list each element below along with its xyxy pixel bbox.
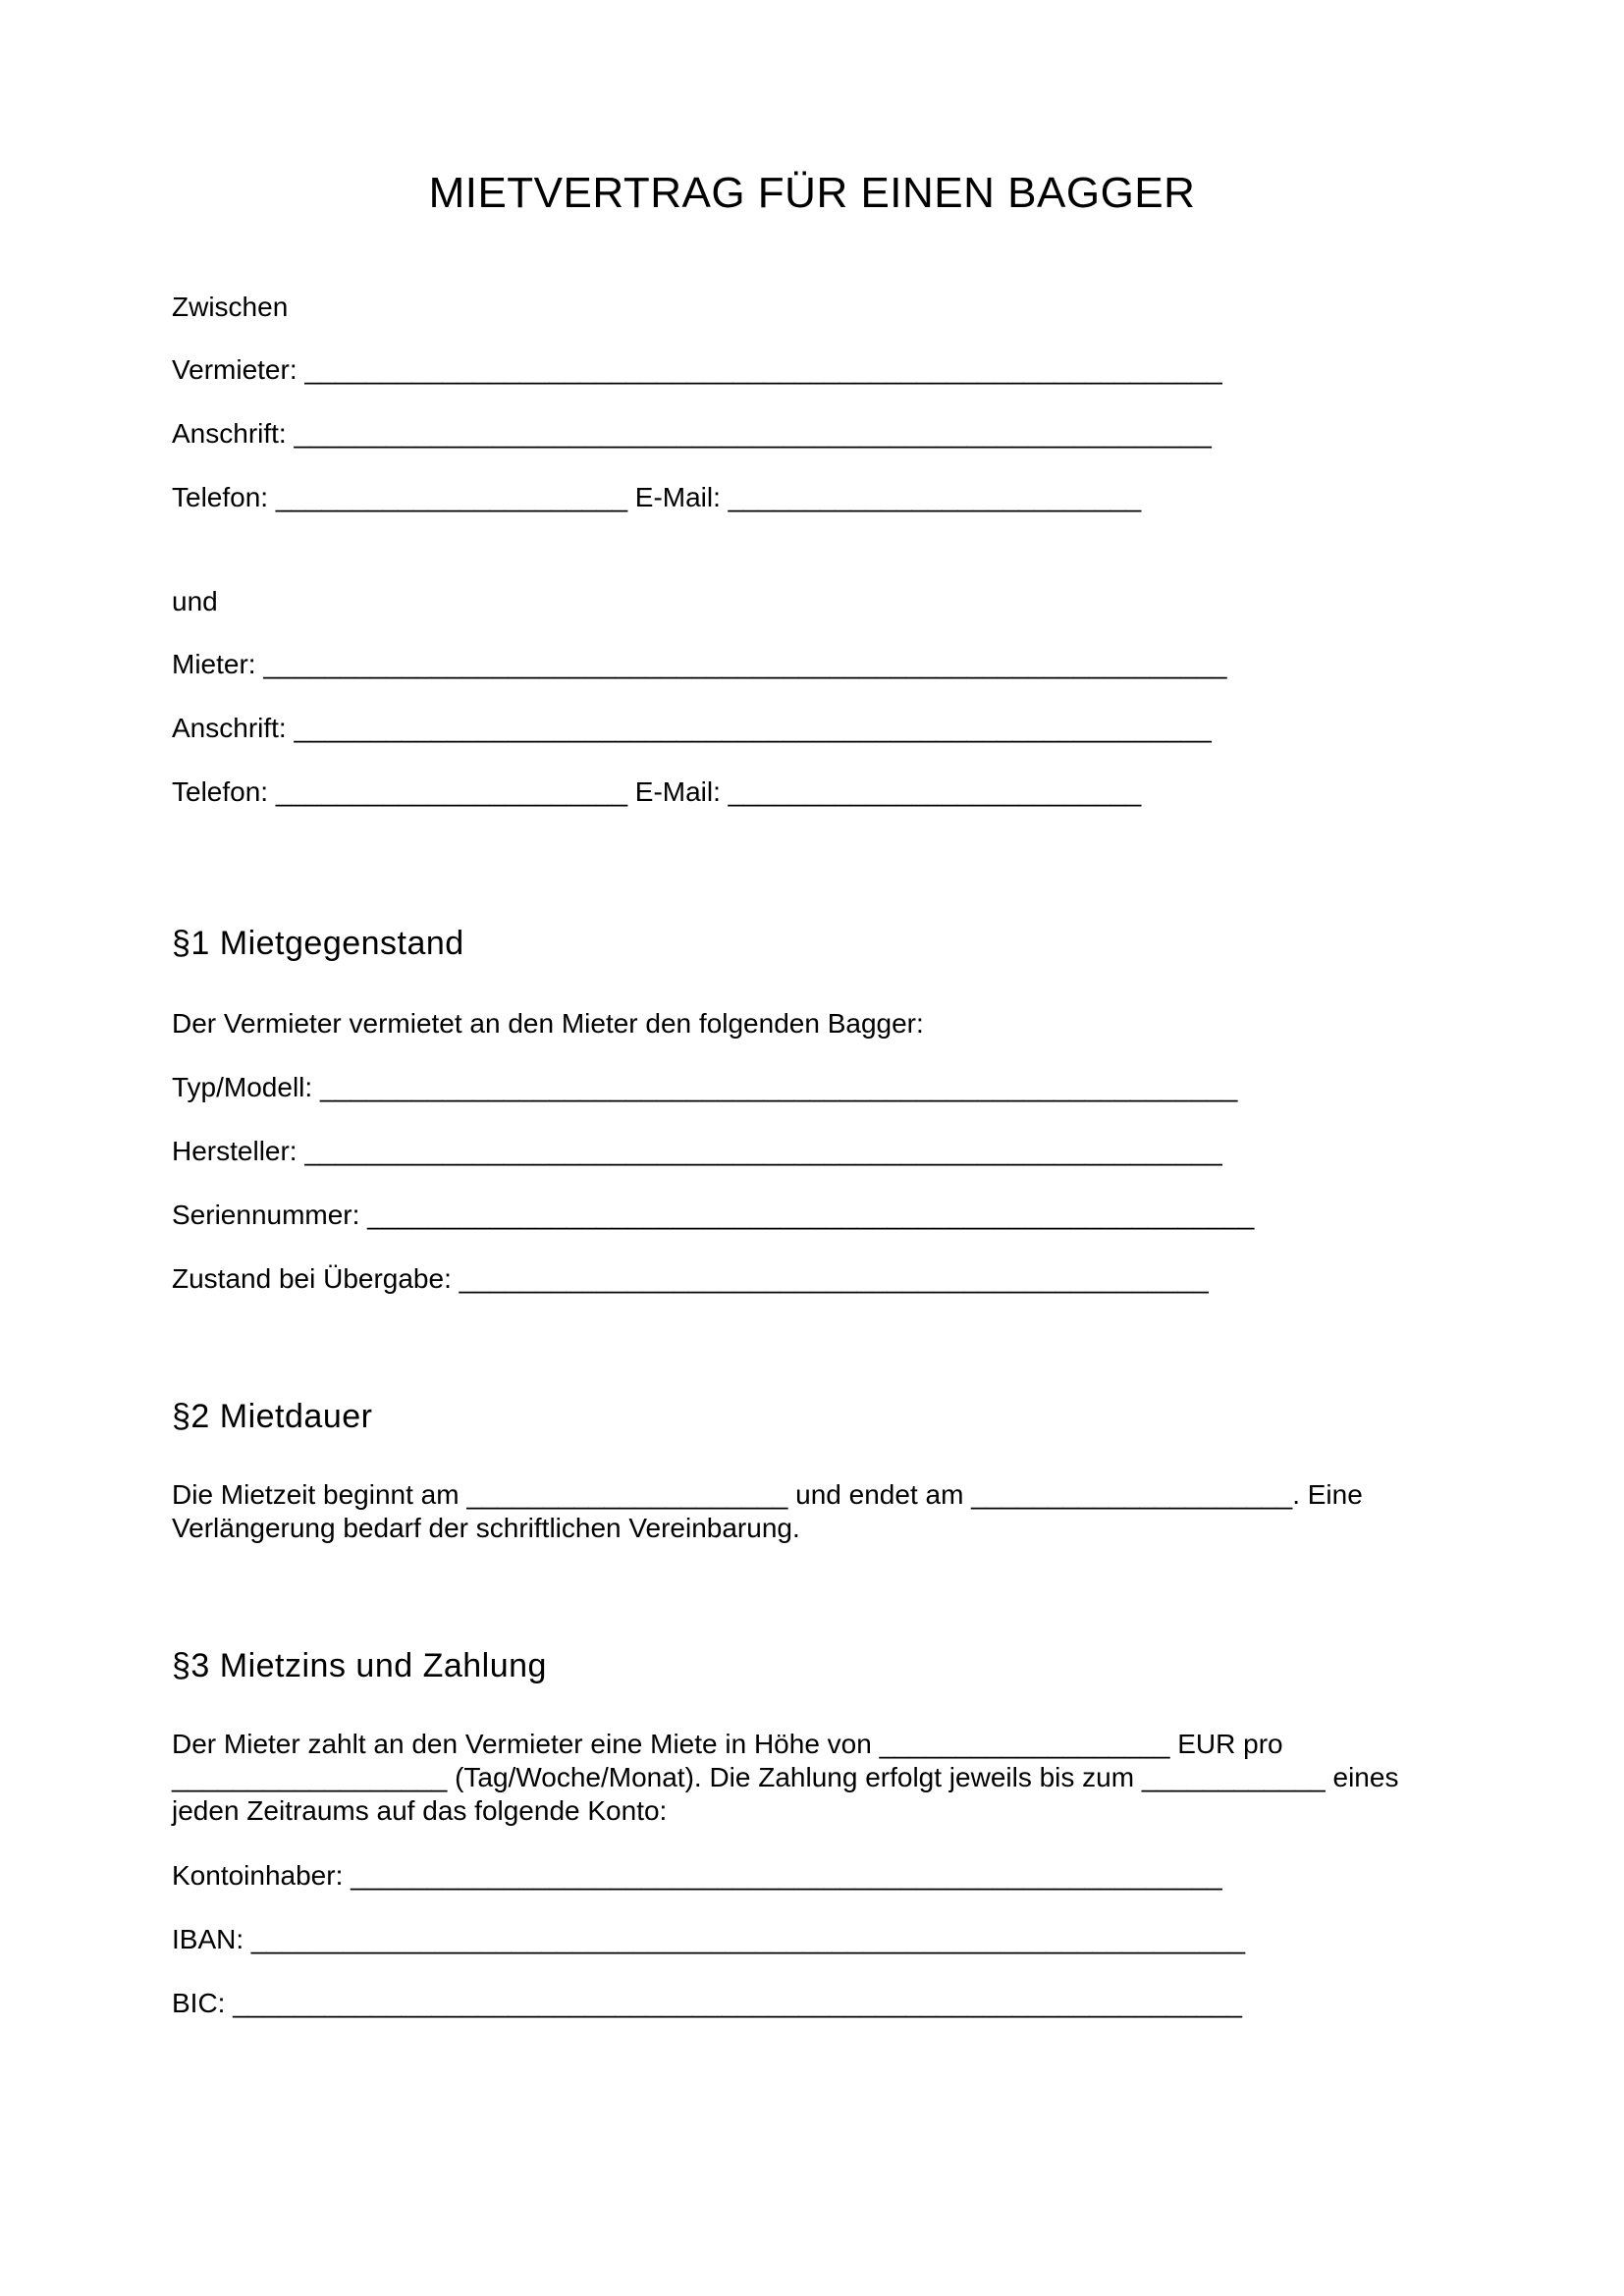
condition-field[interactable]: Zustand bei Übergabe: _________________________________________________	[172, 1263, 1209, 1294]
document-title: MIETVERTRAG FÜR EINEN BAGGER	[428, 169, 1196, 217]
type-model-field[interactable]: Typ/Modell: ____________________________________________________________	[172, 1072, 1238, 1102]
and-label: und	[172, 586, 218, 616]
tenant-address-field[interactable]: Anschrift: ____________________________________________________________	[172, 713, 1212, 743]
manufacturer-field[interactable]: Hersteller: ____________________________________________________________	[172, 1136, 1222, 1166]
section-3-heading: §3 Mietzins und Zahlung	[172, 1647, 547, 1684]
bic-field[interactable]: BIC: __________________________________________________________________	[172, 1988, 1243, 2018]
between-label: Zwischen	[172, 292, 289, 322]
landlord-field[interactable]: Vermieter: ____________________________________________________________	[172, 354, 1222, 385]
account-holder-field[interactable]: Kontoinhaber: _________________________________________________________	[172, 1860, 1222, 1891]
serial-number-field[interactable]: Seriennummer: __________________________________________________________	[172, 1200, 1255, 1230]
rental-period-text: Die Mietzeit beginnt am _____________________ und endet am _____________________. Eine Verlängerung bedarf der schriftlichen Vereinbarung.	[172, 1479, 1363, 1543]
section-2-heading: §2 Mietdauer	[172, 1398, 373, 1435]
iban-field[interactable]: IBAN: _________________________________________________________________	[172, 1924, 1246, 1954]
landlord-address-field[interactable]: Anschrift: ____________________________________________________________	[172, 418, 1212, 449]
section-1-intro: Der Vermieter vermietet an den Mieter den folgenden Bagger:	[172, 1008, 924, 1039]
payment-text: Der Mieter zahlt an den Vermieter eine Miete in Höhe von ___________________ EUR pro __________________ (Tag/Woche/Monat). Die Zahlung erfolgt jeweils bis zum ____________ eines jeden Zeitraums auf das folgende Konto:	[172, 1729, 1399, 1826]
tenant-contact-field[interactable]: Telefon: _______________________ E-Mail: ___________________________	[172, 776, 1142, 807]
landlord-contact-field[interactable]: Telefon: _______________________ E-Mail: ___________________________	[172, 482, 1142, 512]
section-1-heading: §1 Mietgegenstand	[172, 925, 464, 962]
tenant-field[interactable]: Mieter: _______________________________________________________________	[172, 649, 1227, 679]
